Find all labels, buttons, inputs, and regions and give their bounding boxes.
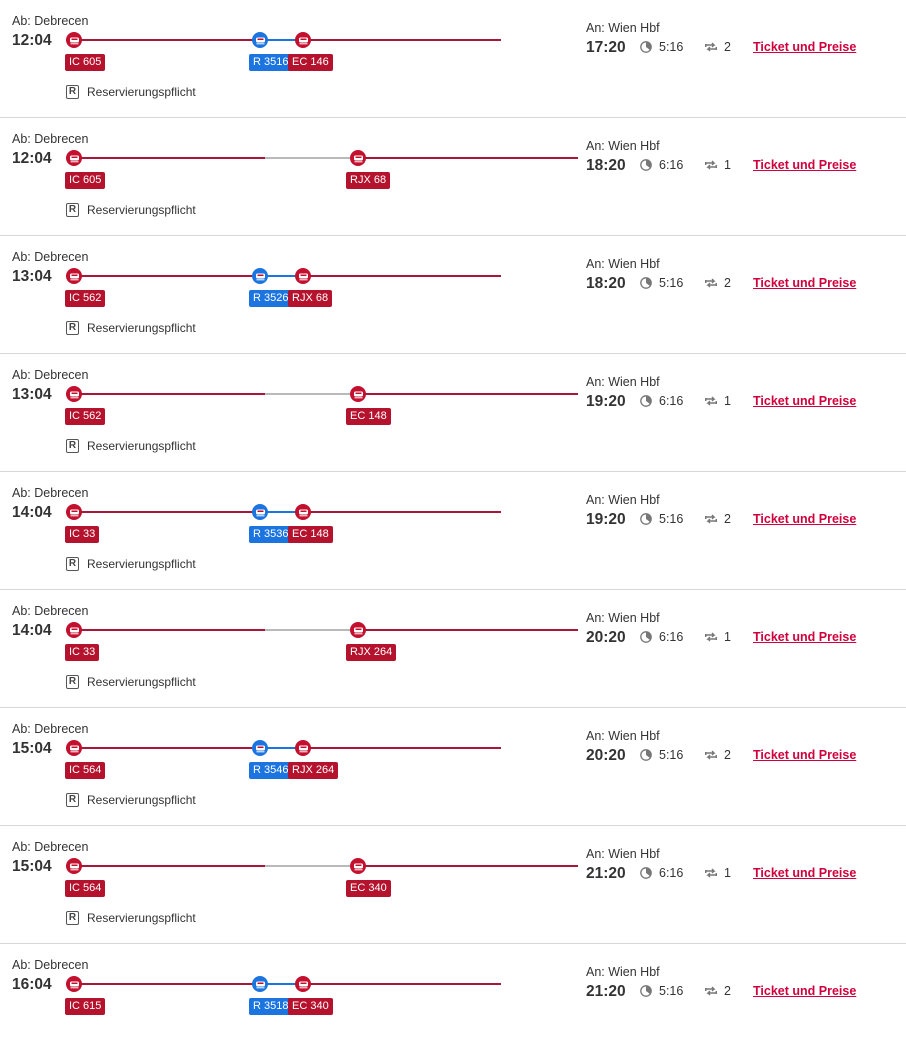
train-number-badge[interactable]: EC 148 [288,526,333,543]
departure-station-label: Ab: Debrecen [12,14,89,28]
route-segment [66,39,260,41]
transfers [704,40,731,54]
arrival-station-label: An: Wien Hbf [586,611,660,625]
duration [640,630,683,644]
departure-station-label: Ab: Debrecen [12,840,89,854]
clock-icon [640,277,652,289]
route-timeline [66,944,586,1024]
route-segment [358,393,578,395]
route-segment [265,157,358,159]
train-number-badge[interactable]: RJX 68 [288,290,332,307]
train-icon [66,32,82,48]
departure-time: 12:04 [12,150,52,167]
departure-time: 14:04 [12,622,52,639]
connection-row[interactable] [0,708,906,826]
duration [640,984,683,998]
reservation-required [66,85,196,99]
train-number-badge[interactable]: IC 564 [65,880,105,897]
train-icon [66,622,82,638]
arrival-station-label: An: Wien Hbf [586,139,660,153]
train-icon [295,740,311,756]
duration [640,276,683,290]
departure-station-label: Ab: Debrecen [12,958,89,972]
train-number-badge[interactable]: IC 562 [65,408,105,425]
transfer-icon [704,631,718,643]
clock-icon [640,631,652,643]
arrival-station-label: An: Wien Hbf [586,257,660,271]
train-number-badge[interactable]: R 3518 [249,998,292,1015]
duration-value: 5:16 [659,512,684,526]
reservation-required [66,911,196,925]
train-icon [252,268,268,284]
duration-value: 6:16 [659,630,684,644]
ticket-and-prices-link[interactable]: Ticket und Preise [753,158,857,172]
duration [640,40,683,54]
departure-station-label: Ab: Debrecen [12,368,89,382]
arrival-time: 17:20 [586,39,626,56]
arrival-station-label: An: Wien Hbf [586,375,660,389]
train-icon [66,858,82,874]
clock-icon [640,513,652,525]
duration-value: 5:16 [659,748,684,762]
train-number-badge[interactable]: R 3546 [249,762,292,779]
transfers [704,276,731,290]
reservation-icon: R [66,675,79,689]
reservation-icon: R [66,557,79,571]
train-icon [252,504,268,520]
route-timeline [66,472,586,552]
train-icon [66,268,82,284]
reservation-required [66,439,196,453]
transfers [704,512,731,526]
transfer-icon [704,985,718,997]
arrival-time: 20:20 [586,629,626,646]
arrival-time: 19:20 [586,393,626,410]
train-number-badge[interactable]: IC 564 [65,762,105,779]
train-icon [252,976,268,992]
duration [640,512,683,526]
reservation-icon: R [66,793,79,807]
route-segment [303,747,501,749]
connection-row[interactable] [0,236,906,354]
route-segment [66,275,260,277]
connection-row[interactable] [0,826,906,944]
duration [640,158,683,172]
transfer-icon [704,277,718,289]
clock-icon [640,749,652,761]
transfer-count: 2 [724,748,731,762]
connection-row[interactable] [0,944,906,1062]
route-segment [66,157,265,159]
train-number-badge[interactable]: IC 615 [65,998,105,1015]
train-number-badge[interactable]: R 3536 [249,526,292,543]
duration-value: 6:16 [659,158,684,172]
connection-row[interactable] [0,354,906,472]
ticket-and-prices-link[interactable]: Ticket und Preise [753,512,857,526]
ticket-and-prices-link[interactable]: Ticket und Preise [753,748,857,762]
transfer-icon [704,749,718,761]
arrival-time: 18:20 [586,275,626,292]
connection-row[interactable] [0,118,906,236]
train-icon [350,150,366,166]
departure-station-label: Ab: Debrecen [12,486,89,500]
route-segment [66,865,265,867]
arrival-time: 19:20 [586,511,626,528]
departure-time: 14:04 [12,504,52,521]
train-number-badge[interactable]: EC 148 [346,408,391,425]
train-number-badge[interactable]: IC 33 [65,644,99,661]
transfers [704,748,731,762]
ticket-and-prices-link[interactable]: Ticket und Preise [753,40,857,54]
arrival-station-label: An: Wien Hbf [586,729,660,743]
transfer-count: 1 [724,158,731,172]
train-icon [350,858,366,874]
duration [640,394,683,408]
transfer-count: 2 [724,276,731,290]
route-timeline [66,236,586,316]
ticket-and-prices-link[interactable]: Ticket und Preise [753,394,857,408]
reservation-label: Reservierungspflicht [87,911,196,925]
departure-time: 15:04 [12,858,52,875]
reservation-required [66,675,196,689]
transfers [704,866,731,880]
train-number-badge[interactable]: EC 340 [288,998,333,1015]
train-number-badge[interactable]: IC 605 [65,172,105,189]
route-segment [66,511,260,513]
route-timeline [66,0,586,80]
arrival-time: 21:20 [586,865,626,882]
clock-icon [640,159,652,171]
transfer-count: 2 [724,40,731,54]
reservation-icon: R [66,321,79,335]
connection-row[interactable] [0,0,906,118]
transfers [704,984,731,998]
train-number-badge[interactable]: RJX 264 [346,644,396,661]
transfers [704,158,731,172]
route-timeline [66,118,586,198]
clock-icon [640,395,652,407]
ticket-and-prices-link[interactable]: Ticket und Preise [753,866,857,880]
transfer-count: 2 [724,984,731,998]
route-segment [303,275,501,277]
train-icon [295,268,311,284]
route-segment [265,629,358,631]
transfer-icon [704,41,718,53]
duration-value: 5:16 [659,40,684,54]
duration-value: 5:16 [659,984,684,998]
reservation-icon: R [66,85,79,99]
duration-value: 6:16 [659,394,684,408]
departure-time: 12:04 [12,32,52,49]
departure-time: 13:04 [12,268,52,285]
train-icon [252,740,268,756]
ticket-and-prices-link[interactable]: Ticket und Preise [753,630,857,644]
reservation-icon: R [66,439,79,453]
transfer-icon [704,513,718,525]
train-number-badge[interactable]: IC 605 [65,54,105,71]
reservation-label: Reservierungspflicht [87,321,196,335]
reservation-required [66,557,196,571]
route-segment [303,511,501,513]
departure-station-label: Ab: Debrecen [12,604,89,618]
duration [640,748,683,762]
transfer-icon [704,159,718,171]
reservation-label: Reservierungspflicht [87,793,196,807]
route-segment [303,39,501,41]
departure-station-label: Ab: Debrecen [12,250,89,264]
train-icon [66,976,82,992]
route-timeline [66,354,586,434]
train-number-badge[interactable]: EC 146 [288,54,333,71]
train-icon [295,504,311,520]
departure-time: 13:04 [12,386,52,403]
departure-station-label: Ab: Debrecen [12,132,89,146]
reservation-required [66,321,196,335]
departure-time: 16:04 [12,976,52,993]
route-segment [265,393,358,395]
reservation-label: Reservierungspflicht [87,557,196,571]
route-timeline [66,590,586,670]
reservation-label: Reservierungspflicht [87,675,196,689]
ticket-and-prices-link[interactable]: Ticket und Preise [753,984,857,998]
duration-value: 6:16 [659,866,684,880]
route-segment [358,865,578,867]
transfer-count: 1 [724,866,731,880]
arrival-station-label: An: Wien Hbf [586,965,660,979]
train-number-badge[interactable]: IC 562 [65,290,105,307]
reservation-required [66,793,196,807]
train-number-badge[interactable]: IC 33 [65,526,99,543]
reservation-required [66,203,196,217]
arrival-station-label: An: Wien Hbf [586,493,660,507]
transfer-icon [704,867,718,879]
train-number-badge[interactable]: R 3516 [249,54,292,71]
clock-icon [640,41,652,53]
route-timeline [66,708,586,788]
train-number-badge[interactable]: R 3526 [249,290,292,307]
train-icon [295,32,311,48]
train-icon [66,740,82,756]
train-number-badge[interactable]: EC 340 [346,880,391,897]
train-number-badge[interactable]: RJX 264 [288,762,338,779]
duration-value: 5:16 [659,276,684,290]
train-icon [66,386,82,402]
transfer-count: 1 [724,630,731,644]
route-segment [358,157,578,159]
connection-row[interactable] [0,472,906,590]
clock-icon [640,867,652,879]
connection-row[interactable] [0,590,906,708]
route-segment [66,629,265,631]
train-icon [66,150,82,166]
route-segment [303,983,501,985]
transfers [704,630,731,644]
duration [640,866,683,880]
train-icon [350,622,366,638]
train-icon [66,504,82,520]
train-number-badge[interactable]: RJX 68 [346,172,390,189]
departure-time: 15:04 [12,740,52,757]
reservation-label: Reservierungspflicht [87,439,196,453]
route-segment [66,747,260,749]
reservation-label: Reservierungspflicht [87,203,196,217]
ticket-and-prices-link[interactable]: Ticket und Preise [753,276,857,290]
transfer-count: 1 [724,394,731,408]
transfers [704,394,731,408]
route-segment [66,983,260,985]
arrival-time: 21:20 [586,983,626,1000]
arrival-station-label: An: Wien Hbf [586,21,660,35]
train-icon [350,386,366,402]
route-timeline [66,826,586,906]
train-icon [252,32,268,48]
route-segment [265,865,358,867]
train-icon [295,976,311,992]
route-segment [358,629,578,631]
arrival-station-label: An: Wien Hbf [586,847,660,861]
clock-icon [640,985,652,997]
transfer-icon [704,395,718,407]
departure-station-label: Ab: Debrecen [12,722,89,736]
reservation-label: Reservierungspflicht [87,85,196,99]
reservation-icon: R [66,203,79,217]
route-segment [66,393,265,395]
reservation-icon: R [66,911,79,925]
transfer-count: 2 [724,512,731,526]
arrival-time: 18:20 [586,157,626,174]
arrival-time: 20:20 [586,747,626,764]
